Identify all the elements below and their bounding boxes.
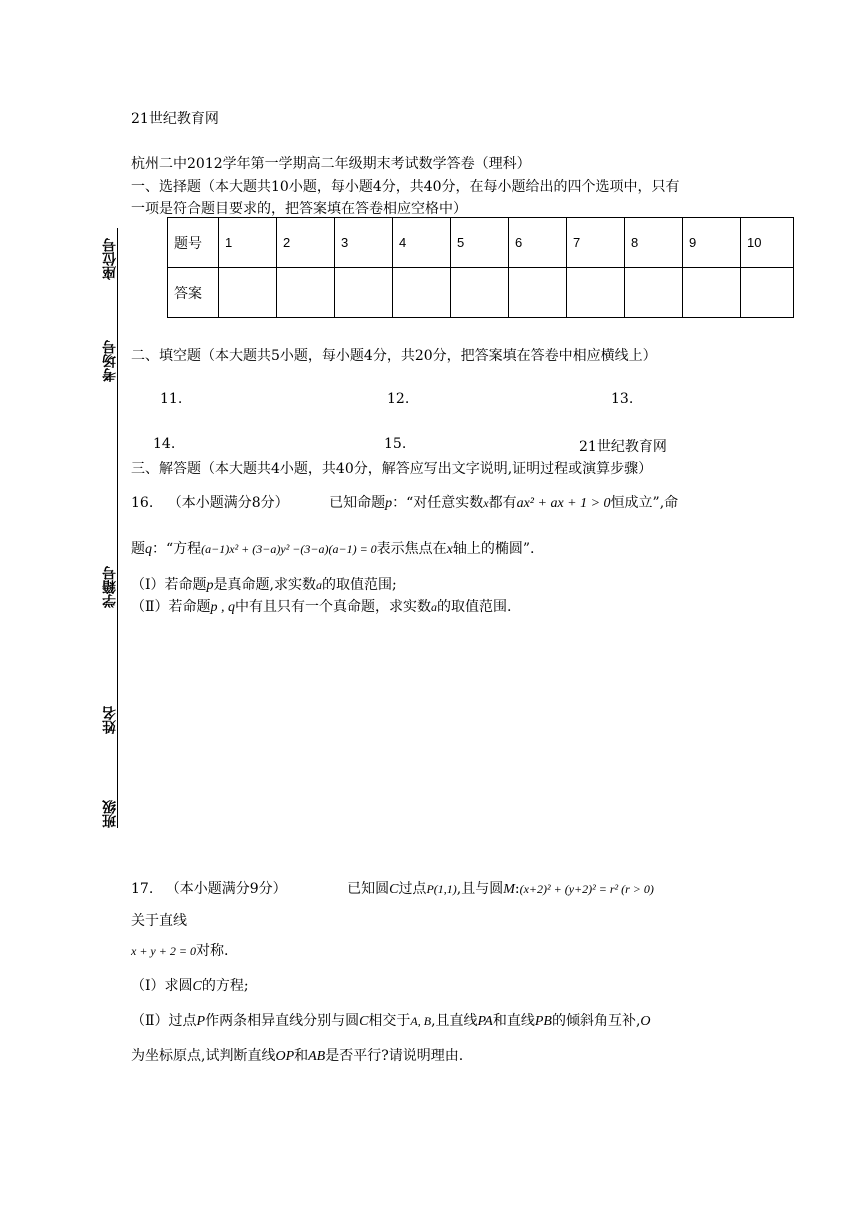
q17-line3: [131, 940, 228, 960]
q17-text: 已知圆: [347, 881, 390, 897]
q17-part2: [131, 1010, 651, 1030]
question-number-cell: 9: [683, 218, 741, 268]
answer-cell[interactable]: [741, 268, 794, 318]
q16-text: 的取值范围.: [437, 599, 512, 615]
seat-number-label: 座位号: [102, 238, 118, 280]
q17-text: 对称.: [195, 943, 229, 959]
q16-line2: [131, 538, 535, 558]
exam-room-label: 考场号: [102, 340, 118, 382]
q16-var-q: q: [145, 542, 152, 557]
q17-text: :: [514, 881, 520, 897]
q16-inequality: ax² + ax + 1 > 0: [516, 496, 611, 511]
question-number-cell: 1: [219, 218, 277, 268]
answer-cell[interactable]: [219, 268, 277, 318]
q16-text: （Ⅰ）若命题: [131, 577, 207, 593]
q17-text: 相交于: [368, 1013, 411, 1029]
q16-text: （Ⅱ）若命题: [131, 599, 211, 615]
q16-text: 已知命题: [329, 495, 386, 511]
answer-cell[interactable]: [277, 268, 335, 318]
question-number-cell: 2: [277, 218, 335, 268]
q17-score: （本小题满分9分）: [165, 881, 287, 897]
q17-text: 是否平行?请说明理由.: [325, 1048, 464, 1064]
blank-15: 15.: [384, 436, 407, 452]
q16-text: ：“对任意实数: [392, 495, 484, 511]
q16-text: 中有且只有一个真命题，求实数: [235, 599, 432, 615]
q16-var-x: x: [483, 496, 489, 510]
q16-text: 表示焦点在: [376, 541, 447, 557]
name-label: 姓名: [102, 706, 118, 734]
q17-points-ab: A, B: [410, 1014, 432, 1028]
q17-line-pb: PB: [534, 1014, 552, 1029]
row-label-answer: 答案: [168, 268, 219, 318]
student-id-label: 学籍号: [102, 566, 118, 608]
question-number-cell: 5: [451, 218, 509, 268]
q17-var-c: C: [359, 1014, 369, 1029]
q16-number: 16.: [131, 495, 154, 511]
q16-text: 恒成立”,命: [610, 495, 679, 511]
q16-var-a: a: [315, 578, 322, 592]
binding-line: [117, 228, 118, 828]
table-row-numbers: [168, 218, 794, 268]
blank-13: 13.: [611, 391, 634, 407]
q17-text: 的方程;: [201, 978, 249, 994]
question-number-cell: 10: [741, 218, 794, 268]
answer-cell[interactable]: [509, 268, 567, 318]
q17-text: 和: [294, 1048, 309, 1064]
q17-text: 的倾斜角互补,: [551, 1013, 641, 1029]
q16-part1: [131, 574, 397, 594]
question-number-cell: 3: [335, 218, 393, 268]
q17-line-ab: AB: [308, 1049, 326, 1064]
q16-var-pq: p , q: [210, 600, 236, 615]
q16-equation: (a−1)x² + (3−a)y² −(3−a)(a−1) = 0: [201, 542, 377, 556]
watermark-text: 21世纪教育网: [579, 439, 667, 455]
q17-point-p: P(1,1): [426, 882, 457, 896]
section3-heading: 三、解答题（本大题共4小题，共40分，解答应写出文字说明,证明过程或演算步骤）: [131, 461, 653, 477]
blank-14: 14.: [153, 436, 176, 452]
q16-text: 都有: [488, 495, 517, 511]
q17-line1: [131, 878, 654, 898]
q16-line1: [131, 492, 678, 512]
class-label: 班级: [102, 800, 118, 828]
question-number-cell: 6: [509, 218, 567, 268]
q17-text: 和直线: [492, 1013, 535, 1029]
q16-var-a: a: [431, 600, 438, 614]
q17-line-pa: PA: [477, 1014, 493, 1029]
question-number-cell: 7: [567, 218, 625, 268]
q17-text: ,且与圆: [456, 881, 504, 897]
q17-line2: 关于直线: [131, 913, 187, 929]
answer-cell[interactable]: [335, 268, 393, 318]
q17-line-equation: x + y + 2 = 0: [131, 944, 196, 958]
q17-part2-cont: [131, 1045, 463, 1065]
blank-12: 12.: [387, 391, 410, 407]
q17-part1: [131, 975, 249, 995]
blank-11: 11.: [160, 391, 183, 407]
q16-score: （本小题满分8分）: [167, 495, 289, 511]
answer-cell[interactable]: [683, 268, 741, 318]
answer-cell[interactable]: [567, 268, 625, 318]
answer-cell[interactable]: [625, 268, 683, 318]
q17-var-c: C: [389, 882, 399, 897]
q17-text: （Ⅰ）求圆: [131, 978, 193, 994]
q16-text: 是真命题,求实数: [213, 577, 316, 593]
answer-cell[interactable]: [451, 268, 509, 318]
q17-text: 过点: [398, 881, 427, 897]
q17-circle-equation: (x+2)² + (y+2)² = r² (r > 0): [519, 882, 654, 896]
q16-var-p: p: [385, 496, 393, 511]
q17-text: （Ⅱ）过点: [131, 1013, 197, 1029]
section2-heading: 二、填空题（本大题共5小题，每小题4分，共20分，把答案填在答卷中相应横线上）: [131, 348, 657, 364]
q16-part2: [131, 596, 511, 616]
answer-cell[interactable]: [393, 268, 451, 318]
row-label-number: 题号: [168, 218, 219, 268]
question-number-cell: 4: [393, 218, 451, 268]
q16-text: 的取值范围;: [321, 577, 397, 593]
q17-var-c: C: [192, 979, 202, 994]
q17-text: 作两条相异直线分别与圆: [205, 1013, 360, 1029]
q16-var-p: p: [206, 578, 214, 593]
q17-line-op: OP: [275, 1049, 295, 1064]
q16-text: 题: [131, 541, 145, 557]
q17-var-o: O: [640, 1014, 651, 1029]
answer-table: [167, 217, 794, 318]
q16-text: 轴上的椭圆”.: [452, 541, 535, 557]
q16-var-x: x: [446, 542, 453, 557]
question-number-cell: 8: [625, 218, 683, 268]
section1-heading: 一、选择题（本大题共10小题，每小题4分，共40分，在每小题给出的四个选项中，只有: [131, 179, 680, 195]
doc-title: 杭州二中2012学年第一学期高二年级期末考试数学答卷（理科）: [131, 156, 531, 172]
site-header: 21世纪教育网: [131, 111, 219, 127]
table-row-answers: [168, 268, 794, 318]
q17-text: ,且直线: [431, 1013, 478, 1029]
q16-text: ：“方程: [152, 541, 202, 557]
q17-var-m: M: [503, 882, 515, 897]
section1-heading-cont: 一项是符合题目要求的，把答案填在答卷相应空格中）: [131, 201, 467, 217]
q17-text: 为坐标原点,试判断直线: [131, 1048, 276, 1064]
q17-var-p: P: [196, 1014, 206, 1029]
q17-number: 17.: [131, 881, 154, 897]
